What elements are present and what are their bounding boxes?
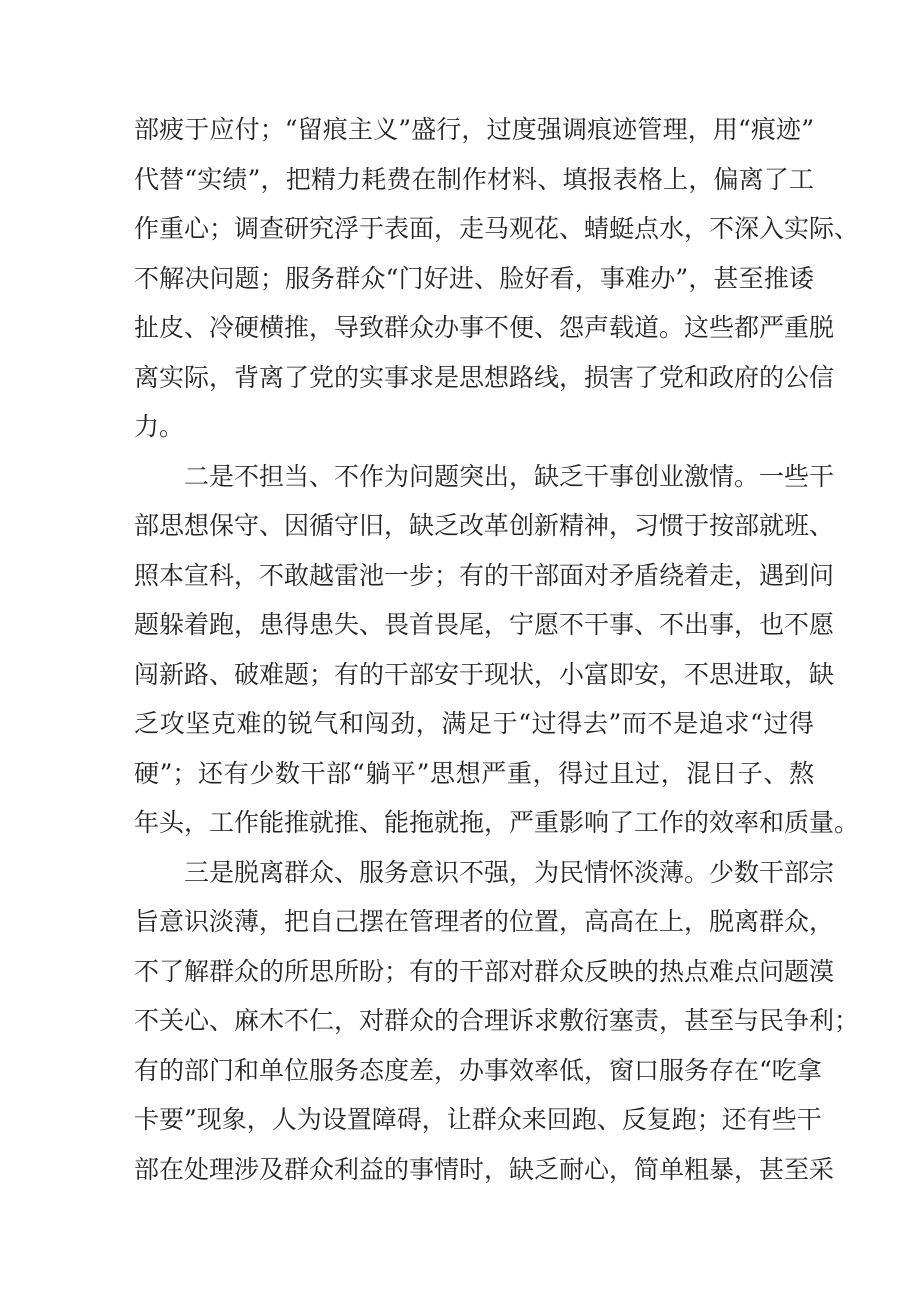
text-line: 题躲着跑，患得患失、畏首畏尾，宁愿不干事、不出事，也不愿	[134, 610, 835, 639]
paragraph-1-continued	[134, 105, 860, 452]
text-line: 二是不担当、不作为问题突出，缺乏干事创业激情。一些干	[184, 461, 835, 491]
text-line: 三是脱离群众、服务意识不强，为民情怀淡薄。少数干部宗	[184, 857, 835, 887]
text-line: 乏攻坚克难的锐气和闯劲，满足于“过得去”而不是追求“过得	[134, 709, 814, 738]
text-line: 部疲于应付；“留痕主义”盛行，过度强调痕迹管理，用“痕迹”	[134, 115, 814, 144]
text-line: 照本宣科，不敢越雷池一步；有的干部面对矛盾绕着走，遇到问	[134, 560, 835, 590]
text-line: 力。	[134, 412, 185, 441]
text-line: 不了解群众的所思所盼；有的干部对群众反映的热点难点问题漠	[134, 956, 835, 986]
text-line: 扯皮、冷硬横推，导致群众办事不便、怨声载道。这些都严重脱	[134, 313, 835, 342]
text-line: 闯新路、破难题；有的干部安于现状，小富即安，不思进取，缺	[134, 659, 835, 689]
text-line: 不关心、麻木不仁，对群众的合理诉求敷衍塞责，甚至与民争利；	[134, 1006, 860, 1035]
text-line: 硬”；还有少数干部“躺平”思想严重，得过且过，混日子、熬	[134, 758, 814, 788]
text-line: 年头，工作能推就推、能拖就拖，严重影响了工作的效率和质量。	[134, 808, 860, 837]
text-line: 有的部门和单位服务态度差，办事效率低，窗口服务存在“吃拿	[134, 1055, 822, 1085]
text-line: 部在处理涉及群众利益的事情时，缺乏耐心，简单粗暴，甚至采	[134, 1154, 835, 1184]
text-line: 代替“实绩”，把精力耗费在制作材料、填报表格上，偏离了工	[134, 164, 814, 194]
text-line: 卡要”现象，人为设置障碍，让群众来回跑、反复跑；还有些干	[134, 1105, 822, 1134]
text-line: 作重心；调查研究浮于表面，走马观花、蜻蜓点水，不深入实际、	[134, 214, 860, 243]
text-line: 旨意识淡薄，把自己摆在管理者的位置，高高在上，脱离群众，	[134, 907, 835, 936]
document-body	[134, 105, 860, 1194]
text-line: 部思想保守、因循守旧，缺乏改革创新精神，习惯于按部就班、	[134, 511, 835, 540]
paragraph-3	[134, 848, 860, 1195]
text-line: 不解决问题；服务群众“门好进、脸好看，事难办”，甚至推诿	[134, 263, 814, 293]
text-line: 离实际，背离了党的实事求是思想路线，损害了党和政府的公信	[134, 362, 835, 392]
paragraph-2	[134, 452, 860, 848]
